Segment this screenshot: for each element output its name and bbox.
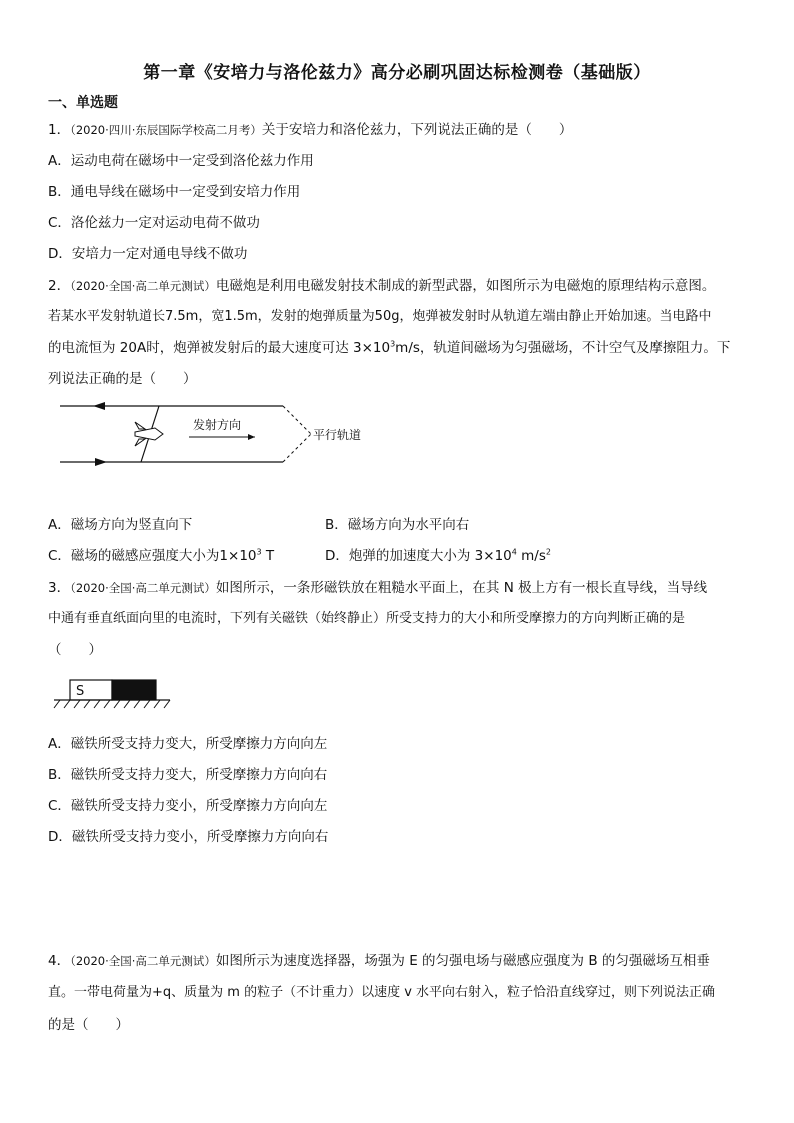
q4-stem-line3: 的是（ ） (48, 1017, 129, 1033)
q4-source: （2020·全国·高二单元测试） (70, 954, 216, 968)
q1-option-a: A．运动电荷在磁场中一定受到洛伦兹力作用 (48, 153, 314, 169)
launch-direction-label: 发射方向 (193, 418, 242, 432)
q2-option-d-unit: m/s (516, 548, 546, 564)
q1-option-d: D．安培力一定对通电导线不做功 (48, 246, 248, 262)
q2-option-c-unit: T (261, 548, 275, 564)
q3-option-a: A．磁铁所受支持力变大，所受摩擦力方向向左 (48, 736, 328, 752)
rail-end-dashed-top (283, 406, 311, 434)
q2-text-1: 电磁炮是利用电磁发射技术制成的新型武器，如图所示为电磁炮的原理结构示意图。 (215, 278, 716, 294)
q1-number: 1． (48, 122, 71, 138)
q2-option-a: A．磁场方向为竖直向下 (48, 517, 193, 533)
q1-text: 关于安培力和洛伦兹力，下列说法正确的是（ ） (261, 122, 573, 138)
q2-option-d-exp: 4 (511, 547, 517, 557)
q1-option-c: C．洛伦兹力一定对运动电荷不做功 (48, 215, 260, 231)
q2-stem-line1 (48, 274, 715, 294)
magnet-s-label: S (76, 684, 85, 699)
q2-source: （2020·全国·高二单元测试） (70, 279, 216, 293)
bottom-rail-arrow-icon (95, 458, 107, 466)
q4-stem-line2: 直。一带电荷量为+q、质量为 m 的粒子（不计重力）以速度 v 水平向右射入，粒子恰沿直线穿过，则下列说法正确 (48, 985, 716, 1000)
magnet-n-pole (112, 680, 156, 700)
q4-stem-line1 (48, 949, 710, 969)
q2-number: 2． (48, 278, 71, 294)
q2-option-d (325, 544, 551, 564)
q2-option-d-unit-exp: 2 (545, 547, 551, 557)
q4-number: 4． (48, 953, 71, 969)
q2-exponent: 3 (390, 339, 396, 349)
q1-stem (48, 118, 572, 138)
section-heading: 一、单选题 (48, 95, 118, 111)
q4-text-1: 如图所示为速度选择器，场强为 E 的匀强电场与磁感应强度为 B 的匀强磁场互相垂 (215, 953, 710, 969)
q2-option-c-text: C．磁场的磁感应强度大小为1×10 (48, 548, 257, 564)
top-rail-arrow-icon (93, 402, 105, 410)
rail-end-dashed-bottom (283, 434, 311, 462)
q3-source: （2020·全国·高二单元测试） (70, 581, 216, 595)
q2-stem-line4: 列说法正确的是（ ） (48, 371, 197, 387)
q2-option-c-exp: 3 (256, 547, 262, 557)
page-title: 第一章《安培力与洛伦兹力》高分必刷巩固达标检测卷（基础版） (143, 63, 651, 83)
q2-option-b: B．磁场方向为水平向右 (325, 517, 470, 533)
q3-option-c: C．磁铁所受支持力变小，所受摩擦力方向向左 (48, 798, 328, 814)
q2-text-3a: 的电流恒为 20A时，炮弹被发射后的最大速度可达 3×10 (48, 340, 391, 356)
projectile-icon (135, 422, 163, 446)
railgun-figure (55, 396, 375, 476)
ground-hatch (54, 700, 170, 708)
q2-stem-line3 (48, 336, 730, 356)
q3-text-1: 如图所示，一条形磁铁放在粗糙水平面上，在其 N 极上方有一根长直导线，当导线 (215, 580, 708, 596)
q2-option-d-text: D．炮弹的加速度大小为 3×10 (325, 548, 512, 564)
q2-option-c (48, 544, 274, 564)
bar-magnet-figure (52, 676, 172, 710)
q3-number: 3． (48, 580, 71, 596)
q1-source: （2020·四川·东辰国际学校高二月考） (70, 123, 262, 137)
q2-stem-line2: 若某水平发射轨道长7.5m，宽1.5m，发射的炮弹质量为50g，炮弹被发射时从轨道左端由静止开始加速。当电路中 (48, 309, 712, 324)
parallel-rail-label: 平行轨道 (313, 428, 362, 442)
q3-stem-line2: 中通有垂直纸面向里的电流时，下列有关磁铁（始终静止）所受支持力的大小和所受摩擦力的方向判断正确的是 (48, 611, 686, 626)
q2-text-3b: m/s，轨道间磁场为匀强磁场，不计空气及摩擦阻力。下 (395, 340, 731, 356)
q3-option-d: D．磁铁所受支持力变小，所受摩擦力方向向右 (48, 829, 329, 845)
q3-option-b: B．磁铁所受支持力变大，所受摩擦力方向向右 (48, 767, 328, 783)
q3-stem-line3: （ ） (48, 642, 102, 658)
q3-stem-line1 (48, 576, 707, 596)
q1-option-b: B．通电导线在磁场中一定受到安培力作用 (48, 184, 301, 200)
